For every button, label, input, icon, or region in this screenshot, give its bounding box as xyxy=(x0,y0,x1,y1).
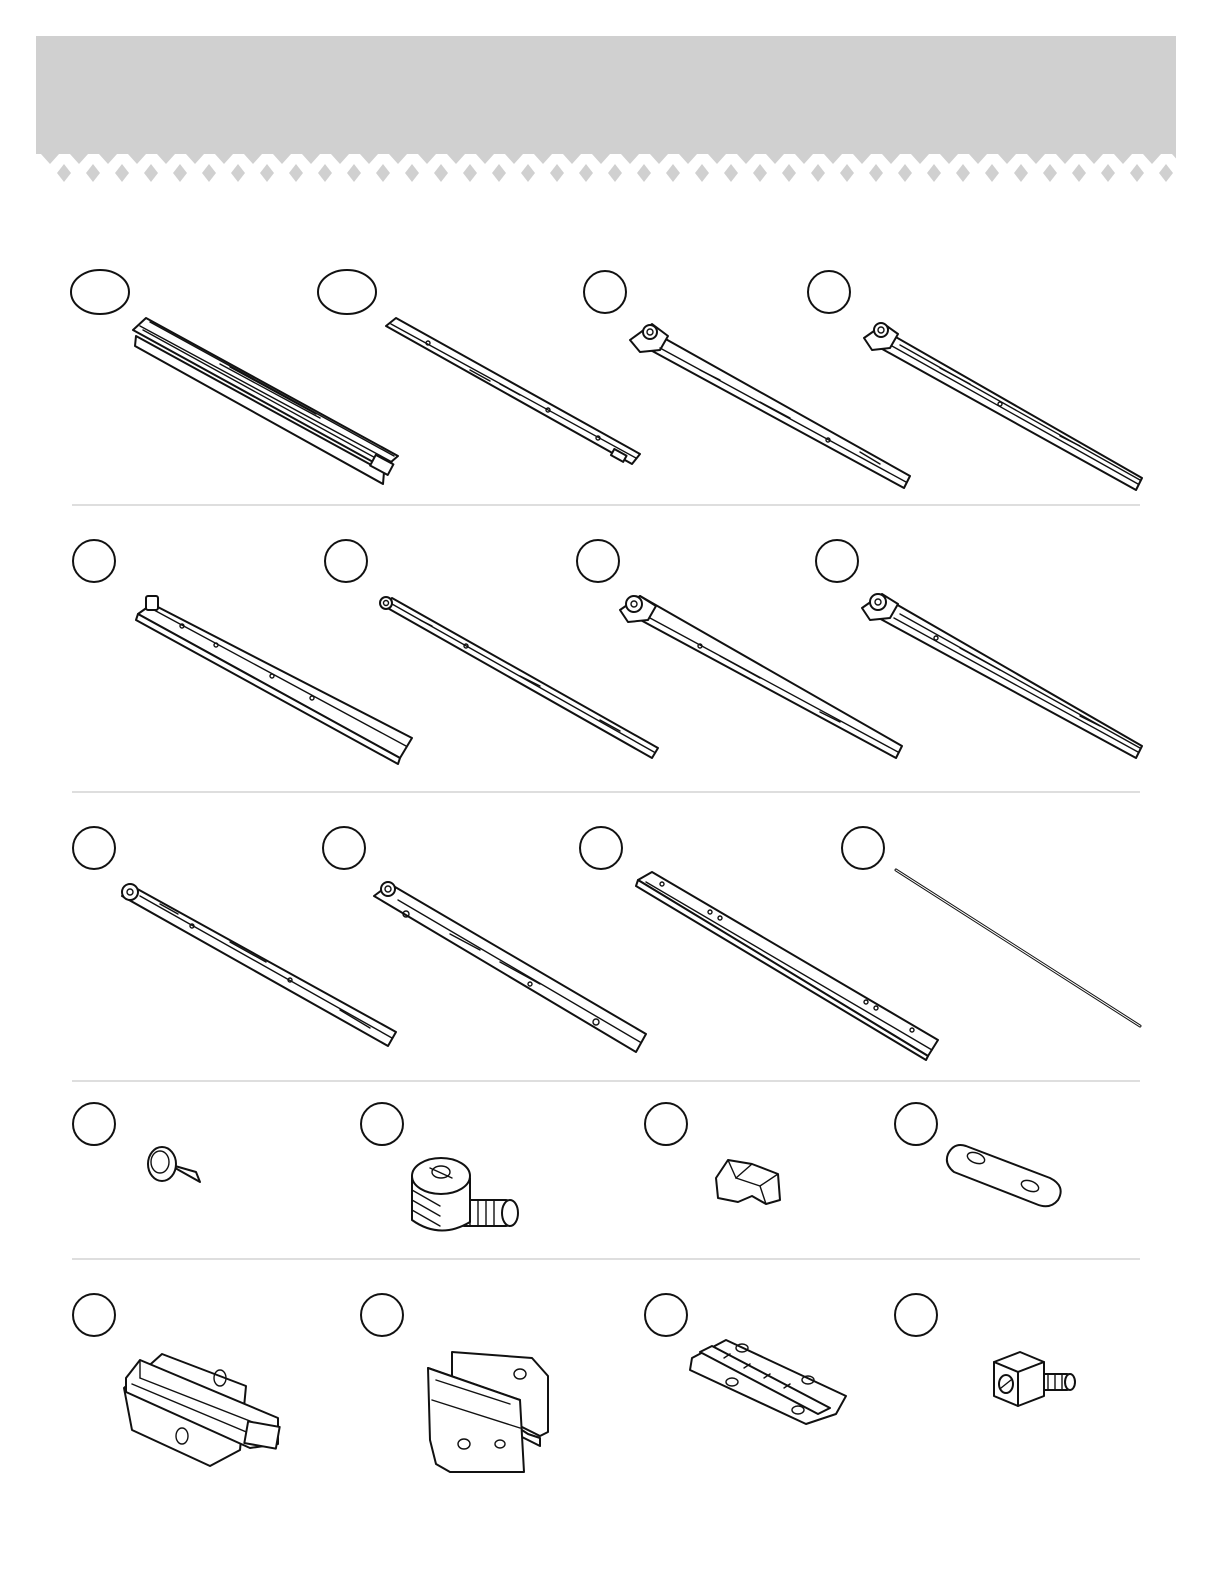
part-label-circle xyxy=(73,1103,115,1145)
part-label-circle xyxy=(816,540,858,582)
part-2-1 xyxy=(73,540,412,764)
part-4-2 xyxy=(361,1103,518,1231)
part-label-circle xyxy=(577,540,619,582)
part-5-1 xyxy=(73,1294,280,1466)
shelf-support-icon xyxy=(716,1160,780,1204)
hinge-icon xyxy=(690,1340,846,1424)
part-label-circle xyxy=(584,271,626,313)
drawer-slide-rail-icon xyxy=(386,318,640,464)
part-4-4 xyxy=(895,1103,1061,1206)
part-4-3 xyxy=(645,1103,780,1204)
drawer-slide-full-extension-icon xyxy=(133,318,398,484)
drawer-runner-icon xyxy=(122,884,396,1046)
part-5-3 xyxy=(645,1294,846,1424)
part-label-circle xyxy=(361,1103,403,1145)
drawer-runner-with-roller-icon xyxy=(630,324,910,488)
drawer-runner-with-roller-icon xyxy=(862,594,1142,758)
drawer-runner-icon xyxy=(380,597,658,758)
part-3-3 xyxy=(580,827,938,1060)
cabinet-rail-icon xyxy=(136,596,412,764)
part-label-circle xyxy=(895,1103,937,1145)
part-4-1 xyxy=(73,1103,200,1182)
connector-plate-icon xyxy=(947,1145,1061,1206)
row-dividers xyxy=(72,505,1140,1259)
part-label-circle xyxy=(580,827,622,869)
part-label-circle xyxy=(895,1294,937,1336)
part-1-1 xyxy=(71,270,398,484)
part-label-circle xyxy=(73,827,115,869)
part-3-4 xyxy=(842,827,1140,1026)
part-label-circle xyxy=(361,1294,403,1336)
drawer-runner-with-roller-icon xyxy=(620,596,902,758)
part-3-1 xyxy=(73,827,396,1046)
part-5-2 xyxy=(361,1294,548,1472)
part-label-circle xyxy=(645,1103,687,1145)
drawer-runner-with-roller-icon xyxy=(864,323,1142,490)
cam-lock-icon xyxy=(412,1158,518,1231)
part-label-circle xyxy=(73,540,115,582)
part-label-oval xyxy=(318,270,376,314)
mounting-bracket-icon xyxy=(124,1354,280,1466)
part-5-4 xyxy=(895,1294,1075,1406)
part-label-circle xyxy=(645,1294,687,1336)
glide-nail-icon xyxy=(148,1147,200,1182)
block-connector-icon xyxy=(994,1352,1075,1406)
part-label-oval xyxy=(71,270,129,314)
drawer-runner-icon xyxy=(374,882,646,1052)
part-label-circle xyxy=(842,827,884,869)
part-1-2 xyxy=(318,270,640,464)
part-label-circle xyxy=(808,271,850,313)
part-label-circle xyxy=(73,1294,115,1336)
part-label-circle xyxy=(325,540,367,582)
part-label-circle xyxy=(323,827,365,869)
corner-bracket-icon xyxy=(428,1352,548,1472)
metal-rod-icon xyxy=(896,870,1140,1026)
cabinet-rail-icon xyxy=(636,872,938,1060)
